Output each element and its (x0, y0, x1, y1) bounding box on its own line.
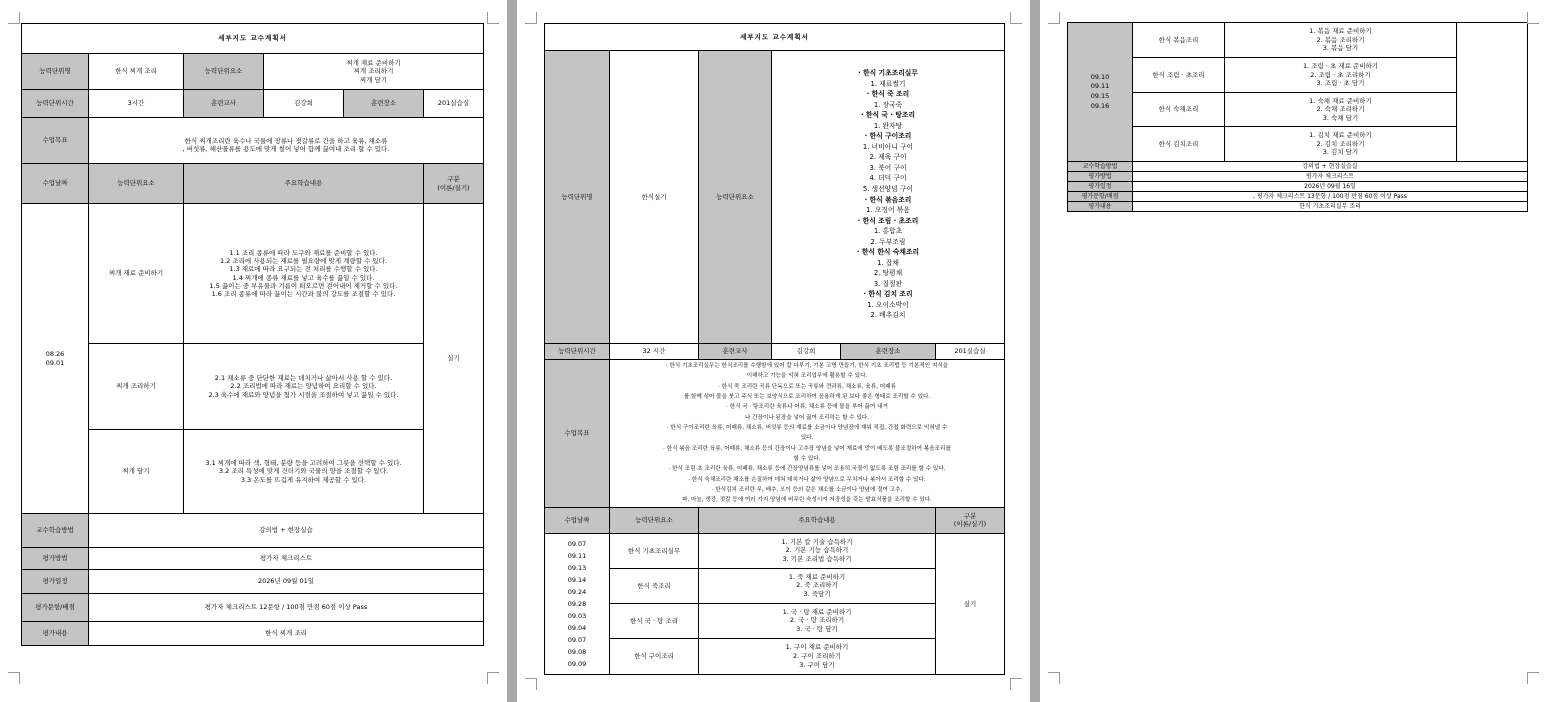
lesson-element: 한식 조림 · 초조리 (1133, 58, 1225, 93)
eval-method-label: 평가방법 (1068, 172, 1133, 182)
lesson-content: 1. 구이 재료 준비하기 2. 구이 조리하기 3. 구이 담기 (699, 638, 936, 674)
place-value: 201실습실 (936, 344, 1005, 360)
lesson-category: 실기 (936, 533, 1005, 674)
document-page-2 (517, 0, 1030, 702)
objective-text: 한식 찌개조리란 육수나 국물에 장류나 젓갈류로 간을 하고 육류, 채소류 , 버섯류, 해산물류를 용도에 맞게 썰어 넣어 함께 끓여내 조리 할 수 있다. (89, 118, 484, 164)
lesson-content: 1. 조림 · 초 재료 준비하기 2. 조림 · 초 조리하기 3. 조림 · 초 담기 (1225, 58, 1457, 93)
unit-element-item: 1. 오이소박이 (867, 300, 909, 309)
unit-element-item: 1. 너비아니 구이 (862, 142, 914, 151)
unit-element-item: 2. 배추김치 (870, 311, 906, 320)
objective-line: · 한식 조림·초 조리란 육류, 어패류, 채소류 등에 간장양념류를 넣어 조용히 국물이 없도록 조림 조리를 할 수 있다. (668, 466, 946, 473)
eval-date-value: 2026년 09월 16일 (1133, 182, 1528, 192)
unit-name-label: 능력단위명 (22, 54, 89, 90)
eval-standard-label: 평가문항/배점 (1068, 192, 1133, 202)
unit-element-item: · 한식 김치 조리 (863, 290, 913, 299)
crop-mark (1527, 672, 1539, 684)
category-header: 구분 (이론/실기) (936, 507, 1005, 533)
crop-mark (1010, 12, 1022, 24)
objective-line: · 한식 구이조리란 육류, 어패류, 채소류, 버섯류 등의 재료를 소금이나 양념장에 재워 직접, 간접 화력으로 익혀낼 수 (666, 425, 948, 432)
unit-element-items (774, 68, 1002, 321)
lesson-dates: 09.10 09.11 09.15 09.16 (1068, 23, 1133, 162)
crop-mark (8, 12, 20, 24)
teacher-value: 김강희 (264, 90, 344, 118)
crop-mark (487, 12, 499, 24)
lesson-content: 1. 김치 재료 준비하기 2. 김치 조리하기 3. 김치 담기 (1225, 127, 1457, 162)
hours-label: 능력단위시간 (22, 90, 89, 118)
place-label: 훈련장소 (841, 344, 936, 360)
crop-mark (1010, 678, 1022, 690)
content-header: 주요학습내용 (184, 164, 424, 204)
eval-date-label: 평가일정 (1068, 182, 1133, 192)
unit-element-item: 1. 오징어 볶음 (866, 206, 910, 215)
lesson-content: 1. 국 · 탕 재료 준비하기 2. 국 · 탕 조리하기 3. 국 · 탕 담기 (699, 603, 936, 638)
objective-line: · 한식김치 조리란 무, 배추, 오이 등의 같은 채소를 소금이나 양념에 절여 고추, (711, 487, 903, 494)
eval-standard-value: 평가자 체크리스트 12문항 / 100점 만점 60점 이상 Pass (89, 594, 484, 622)
objective-line: 있다. (800, 435, 814, 442)
eval-content-label: 평가내용 (22, 622, 89, 646)
lesson-category: 실기 (424, 204, 484, 514)
unit-name-label: 능력단위명 (545, 51, 610, 344)
lesson-content: 1. 볶음 재료 준비하기 2. 볶음 조리하기 3. 볶음 담기 (1225, 23, 1457, 58)
lesson-plan-table-2 (544, 23, 1005, 675)
eval-content-value: 한식 기초조리실무 조리 (1133, 202, 1528, 212)
eval-content-value: 한식 찌개 조리 (89, 622, 484, 646)
crop-mark (487, 672, 499, 684)
unit-element-item: 3. 북어 구이 (869, 163, 907, 172)
unit-element-item: 4. 더덕 구이 (869, 174, 907, 183)
hours-value: 32 시간 (610, 344, 699, 360)
unit-name-value: 한식 찌개 조리 (89, 54, 184, 90)
page-title: 세부지도 교수계획서 (545, 24, 1005, 51)
crop-mark (1048, 672, 1060, 684)
unit-element-item: 찌개 담기 (359, 75, 388, 84)
objective-line: · 한식 국 · 탕조리란 육류나 어류, 채소류 등에 물을 부어 끓여 내거 (726, 404, 888, 411)
document-page-3 (1040, 0, 1547, 702)
element-header: 능력단위요소 (610, 507, 699, 533)
unit-element-item: 2. 탕평채 (873, 269, 903, 278)
teacher-label: 훈련교사 (699, 344, 772, 360)
page-title: 세부지도 교수계획서 (22, 24, 484, 54)
objective-line: 파, 마늘, 생강, 젓갈 등에 여러 가지 양념에 버무린 숙성시켜 저장성을 갖는 발효식품을 조리할 수 있다. (682, 497, 932, 504)
element-header: 능력단위요소 (89, 164, 184, 204)
method-label: 교수학습방법 (1068, 162, 1133, 172)
unit-element-label: 능력단위요소 (184, 54, 264, 90)
crop-mark (525, 12, 537, 24)
lesson-dates: 09.07 09.11 09.13 09.14 09.24 09.28 09.03 09.04 09.07 09.08 09.09 (545, 533, 610, 674)
objective-label: 수업목표 (545, 360, 610, 508)
eval-content-label: 평가내용 (1068, 202, 1133, 212)
lesson-element: 찌개 재료 준비하기 (89, 204, 184, 344)
lesson-plan-table-3 (1067, 22, 1528, 212)
unit-element-item: · 한식 기초조리실무 (858, 69, 918, 78)
unit-element-item: · 한식 구이조리 (864, 132, 912, 141)
unit-element-label: 능력단위요소 (699, 51, 772, 344)
eval-date-value: 2026년 09월 01일 (89, 570, 484, 594)
hours-label: 능력단위시간 (545, 344, 610, 360)
unit-element-item: 1. 홍합초 (873, 227, 903, 236)
crop-mark (1048, 12, 1060, 24)
content-header: 주요학습내용 (699, 507, 936, 533)
category-header: 구분 (이론/실기) (424, 164, 484, 204)
objective-line: · 한식 기초조리실무는 한식조리를 수행함에 있어 칼 다루기, 기본 고명 만들기, 한식 기초 조리법 등 기본적인 지식을 (665, 363, 949, 369)
document-page-1 (0, 0, 507, 702)
unit-element-item: 찌개 재료 준비하기 (346, 59, 401, 68)
lesson-content: 1. 죽 재료 준비하기 2. 죽 조리하기 3. 죽담기 (699, 568, 936, 603)
unit-element-item: 2. 두부조림 (870, 237, 906, 246)
teacher-label: 훈련교사 (184, 90, 264, 118)
lesson-dates: 08.26 09.01 (22, 204, 89, 514)
teacher-value: 김강희 (772, 344, 841, 360)
unit-element-item: 1. 장국죽 (873, 100, 903, 109)
lesson-category (1457, 23, 1528, 162)
unit-element-item: · 한식 볶음조리 (864, 195, 912, 204)
crop-mark (525, 678, 537, 690)
eval-standard-value: , 평가자 체크리스트 13문항 / 100점 만점 60점 이상 Pass (1133, 192, 1528, 202)
objective-lines (612, 361, 1002, 506)
lesson-element: 한식 김치조리 (1133, 127, 1225, 162)
unit-element-item: · 한식 조림 · 초조리 (857, 216, 919, 225)
lesson-plan-table-1 (21, 23, 484, 646)
objective-line: 할 수 있다. (793, 456, 821, 463)
objective-text (610, 360, 1005, 508)
lesson-element: 한식 죽조리 (610, 568, 699, 603)
eval-date-label: 평가일정 (22, 570, 89, 594)
place-value: 201실습실 (424, 90, 484, 118)
unit-element-item: · 한식 한식 숙채조리 (856, 248, 920, 257)
objective-line: 이해하고 기능을 익혀 조리업무에 활용할 수 있다. (746, 373, 868, 380)
unit-element-list (772, 51, 1005, 344)
lesson-content: 1. 기본 칼 기술 습득하기 2. 기본 기능 습득하기 3. 기본 조리법 습득하기 (699, 533, 936, 568)
method-value: 강의법 + 현장실습 (89, 514, 484, 548)
lesson-element: 한식 숙채조리 (1133, 93, 1225, 127)
lesson-element: 찌개 조리하기 (89, 344, 184, 430)
lesson-element: 한식 구이조리 (610, 638, 699, 674)
lesson-content: 2.1 채소류 중 단단한 재료는 데치거나 삶아서 사용 할 수 있다. 2.2 조리법에 따라 재료는 양념하여 요리할 수 있다. 2.3 육수에 재료와 양념을 첨가 시점을 조절하여 넣고 끓일 수 있다. (184, 344, 424, 430)
unit-element-item: 1. 완자탕 (873, 121, 903, 130)
lesson-element: 찌개 담기 (89, 430, 184, 514)
unit-element-item: 1. 재료썰기 (870, 79, 906, 88)
eval-standard-label: 평가문항/배점 (22, 594, 89, 622)
unit-name-value: 한식실기 (610, 51, 699, 344)
unit-element-item: 3. 칠절판 (873, 279, 903, 288)
eval-method-value: 평가자 체크리스트 (89, 548, 484, 570)
crop-mark (1527, 12, 1539, 24)
objective-line: · 한식 숙채조리란 채소를 손질하여 데쳐 데치거나 삶아 양념으로 무치거나 볶아서 조리할 수 있다. (688, 476, 926, 483)
lesson-content: 3.1 찌개에 따라 색, 형태, 분량 등을 고려하여 그릇을 선택할 수 있다. 3.2 조리 특성에 맞게 건더기와 국물의 양을 조절할 수 있다. 3.3 온도를 뜨겁게 유지하여 제공할 수 있다. (184, 430, 424, 514)
unit-element-item: 1. 잡채 (877, 258, 899, 267)
place-label: 훈련장소 (344, 90, 424, 118)
unit-element-item: 찌개 조리하기 (353, 67, 394, 76)
unit-element-list (264, 54, 484, 90)
hours-value: 3시간 (89, 90, 184, 118)
eval-method-value: 평가자 체크리스트 (1133, 172, 1528, 182)
method-label: 교수학습방법 (22, 514, 89, 548)
lesson-content: 1.1 조리 종류에 따라 도구와 재료를 준비할 수 있다. 1.2 조리에 사용되는 재료를 필요량에 맞게 계량할 수 있다. 1.3 재료에 따라 요구되는 전 처리를 수행할 수 있다. 1.4 찌개에 종류 재료를 넣고 육수를 끓일 수 있다. 1.5 끓이는 중 부유물과 기름이 떠오르면 걷어내어 제거할 수 있다. 1.6 조리 종류에 따라 끓이는 시간과 불의 강도를 조절할 수 있다. (184, 204, 424, 344)
date-header: 수업날짜 (22, 164, 89, 204)
lesson-element: 한식 국 · 탕 조리 (610, 603, 699, 638)
unit-element-item: 5. 생선양념 구이 (862, 184, 914, 193)
lesson-element: 한식 기초조리실무 (610, 533, 699, 568)
objective-line: 나 간장이나 된장을 넣어 끓여 조리하는 할 수 있다. (744, 414, 870, 421)
crop-mark (8, 672, 20, 684)
objective-line: · 한식 볶음 조리란 육류, 어패류, 채소류 등의 간장이나 고추장 양념을 넣어 재료에 맛이 배도록 불조절하여 볶음조리를 (663, 445, 951, 452)
eval-method-label: 평가방법 (22, 548, 89, 570)
method-value: 강의법 + 현장실습실 (1133, 162, 1528, 172)
lesson-element: 한식 볶음조리 (1133, 23, 1225, 58)
objective-line: 를 함께 섞어 물을 붓고 주식 또는 보양식으로 조리하여 음용하게 된 보다 좋은 형태로 조리할 수 있다. (683, 394, 931, 401)
objective-line: · 한식 죽 조리란 곡류 단독으로 또는 곡류와 견과류, 채소류, 육류, 어패류 (718, 383, 896, 390)
date-header: 수업날짜 (545, 507, 610, 533)
objective-label: 수업목표 (22, 118, 89, 164)
unit-element-item: · 한식 국 · 탕조리 (860, 111, 916, 120)
lesson-content: 1. 숙채 재료 준비하기 2. 숙채 조리하기 3. 숙채 담기 (1225, 93, 1457, 127)
unit-element-item: · 한식 죽 조리 (866, 90, 910, 99)
unit-element-item: 2. 제육 구이 (869, 153, 907, 162)
